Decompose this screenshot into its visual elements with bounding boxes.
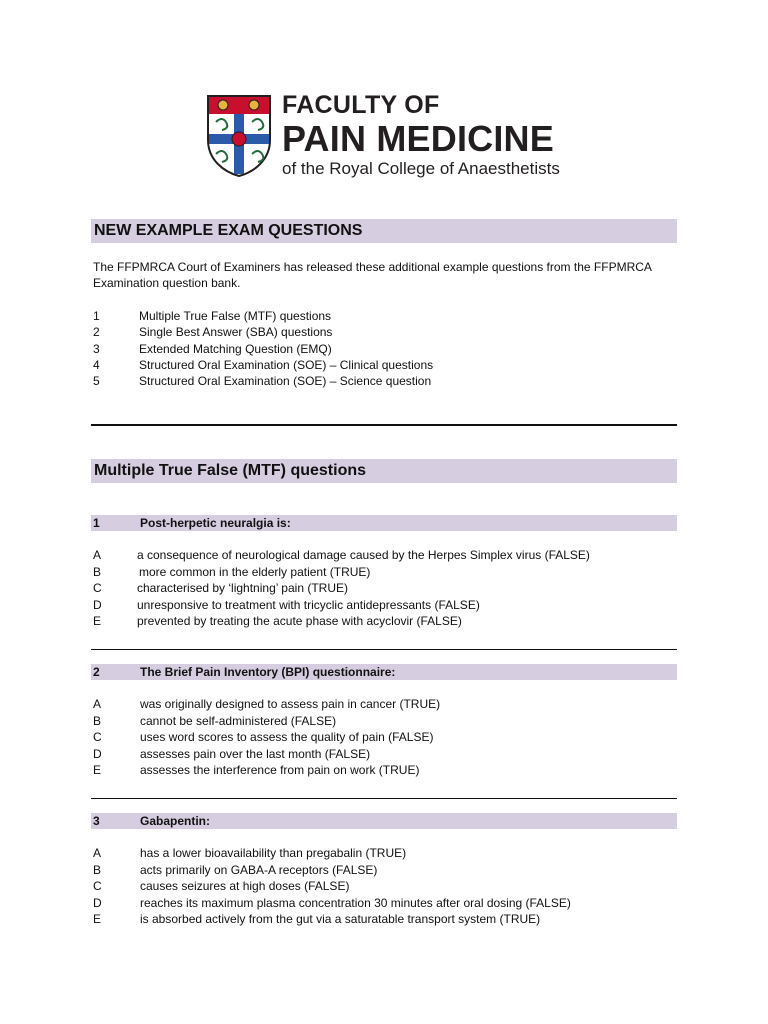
crest-icon — [206, 94, 272, 178]
section-title: NEW EXAMPLE EXAM QUESTIONS — [91, 219, 677, 243]
section-divider — [91, 424, 677, 426]
toc-number: 2 — [93, 325, 100, 340]
logo-line-1: FACULTY OF — [282, 91, 440, 119]
option-text: reaches its maximum plasma concentration 30 minutes after oral dosing (FALSE) — [140, 895, 571, 910]
logo-line-3: of the Royal College of Anaesthetists — [282, 159, 560, 178]
question-divider — [91, 649, 677, 650]
faculty-logo — [206, 92, 566, 184]
question-divider — [91, 798, 677, 799]
option-letter: D — [93, 597, 102, 612]
option-text: uses word scores to assess the quality of pain (FALSE) — [140, 730, 434, 744]
option-text: assesses the interference from pain on work (TRUE) — [140, 763, 420, 777]
option-letter: B — [93, 862, 102, 877]
option-text: acts primarily on GABA-A receptors (FALSE) — [140, 862, 378, 877]
question-stem: Post-herpetic neuralgia is: — [140, 516, 291, 530]
toc-item-label: Single Best Answer (SBA) questions — [139, 325, 333, 340]
option-letter: D — [93, 746, 102, 761]
question-number: 1 — [93, 516, 100, 530]
logo-line-2: PAIN MEDICINE — [282, 118, 554, 159]
option-text: a consequence of neurological damage caused by the Herpes Simplex virus (FALSE) — [137, 548, 590, 562]
question-stem: Gabapentin: — [140, 814, 211, 828]
option-text: causes seizures at high doses (FALSE) — [140, 879, 350, 893]
option-text: assesses pain over the last month (FALSE) — [140, 746, 371, 761]
mtf-heading: Multiple True False (MTF) questions — [91, 459, 677, 483]
option-text: unresponsive to treatment with tricyclic antidepressants (FALSE) — [137, 597, 480, 612]
option-text: more common in the elderly patient (TRUE) — [139, 564, 371, 579]
option-letter: E — [93, 912, 102, 926]
option-letter: A — [93, 548, 102, 562]
option-letter: E — [93, 614, 102, 628]
question-stem: The Brief Pain Inventory (BPI) questionnaire: — [140, 665, 396, 679]
toc-number: 1 — [93, 309, 100, 323]
logo-text — [282, 92, 560, 179]
option-text: has a lower bioavailability than pregabalin (TRUE) — [140, 846, 407, 860]
option-letter: D — [93, 895, 102, 910]
option-letter: C — [93, 730, 102, 744]
toc-item-label: Extended Matching Question (EMQ) — [139, 341, 332, 356]
option-letter: B — [93, 713, 102, 728]
toc-item-label: Multiple True False (MTF) questions — [139, 309, 332, 323]
toc-number: 4 — [93, 357, 100, 372]
question-number: 2 — [93, 665, 100, 679]
option-letter: C — [93, 581, 102, 595]
option-text: prevented by treating the acute phase with acyclovir (FALSE) — [137, 614, 462, 628]
option-letter: A — [93, 697, 102, 711]
intro-paragraph: The FFPMRCA Court of Examiners has released these additional example questions from the FFPMRCA Examination question bank. — [93, 260, 652, 290]
question-number: 3 — [93, 814, 100, 828]
option-text: characterised by ‘lightning’ pain (TRUE) — [137, 581, 348, 595]
toc-number: 5 — [93, 374, 100, 389]
option-text: cannot be self-administered (FALSE) — [140, 713, 337, 728]
option-letter: E — [93, 763, 102, 777]
toc-item-label: Structured Oral Examination (SOE) – Clinical questions — [139, 357, 434, 372]
option-letter: C — [93, 879, 102, 893]
toc-item-label: Structured Oral Examination (SOE) – Science question — [139, 374, 432, 389]
option-letter: B — [93, 564, 102, 579]
option-letter: A — [93, 846, 102, 860]
toc-number: 3 — [93, 341, 100, 356]
option-text: was originally designed to assess pain in cancer (TRUE) — [140, 697, 441, 711]
option-text: is absorbed actively from the gut via a saturatable transport system (TRUE) — [140, 912, 541, 926]
